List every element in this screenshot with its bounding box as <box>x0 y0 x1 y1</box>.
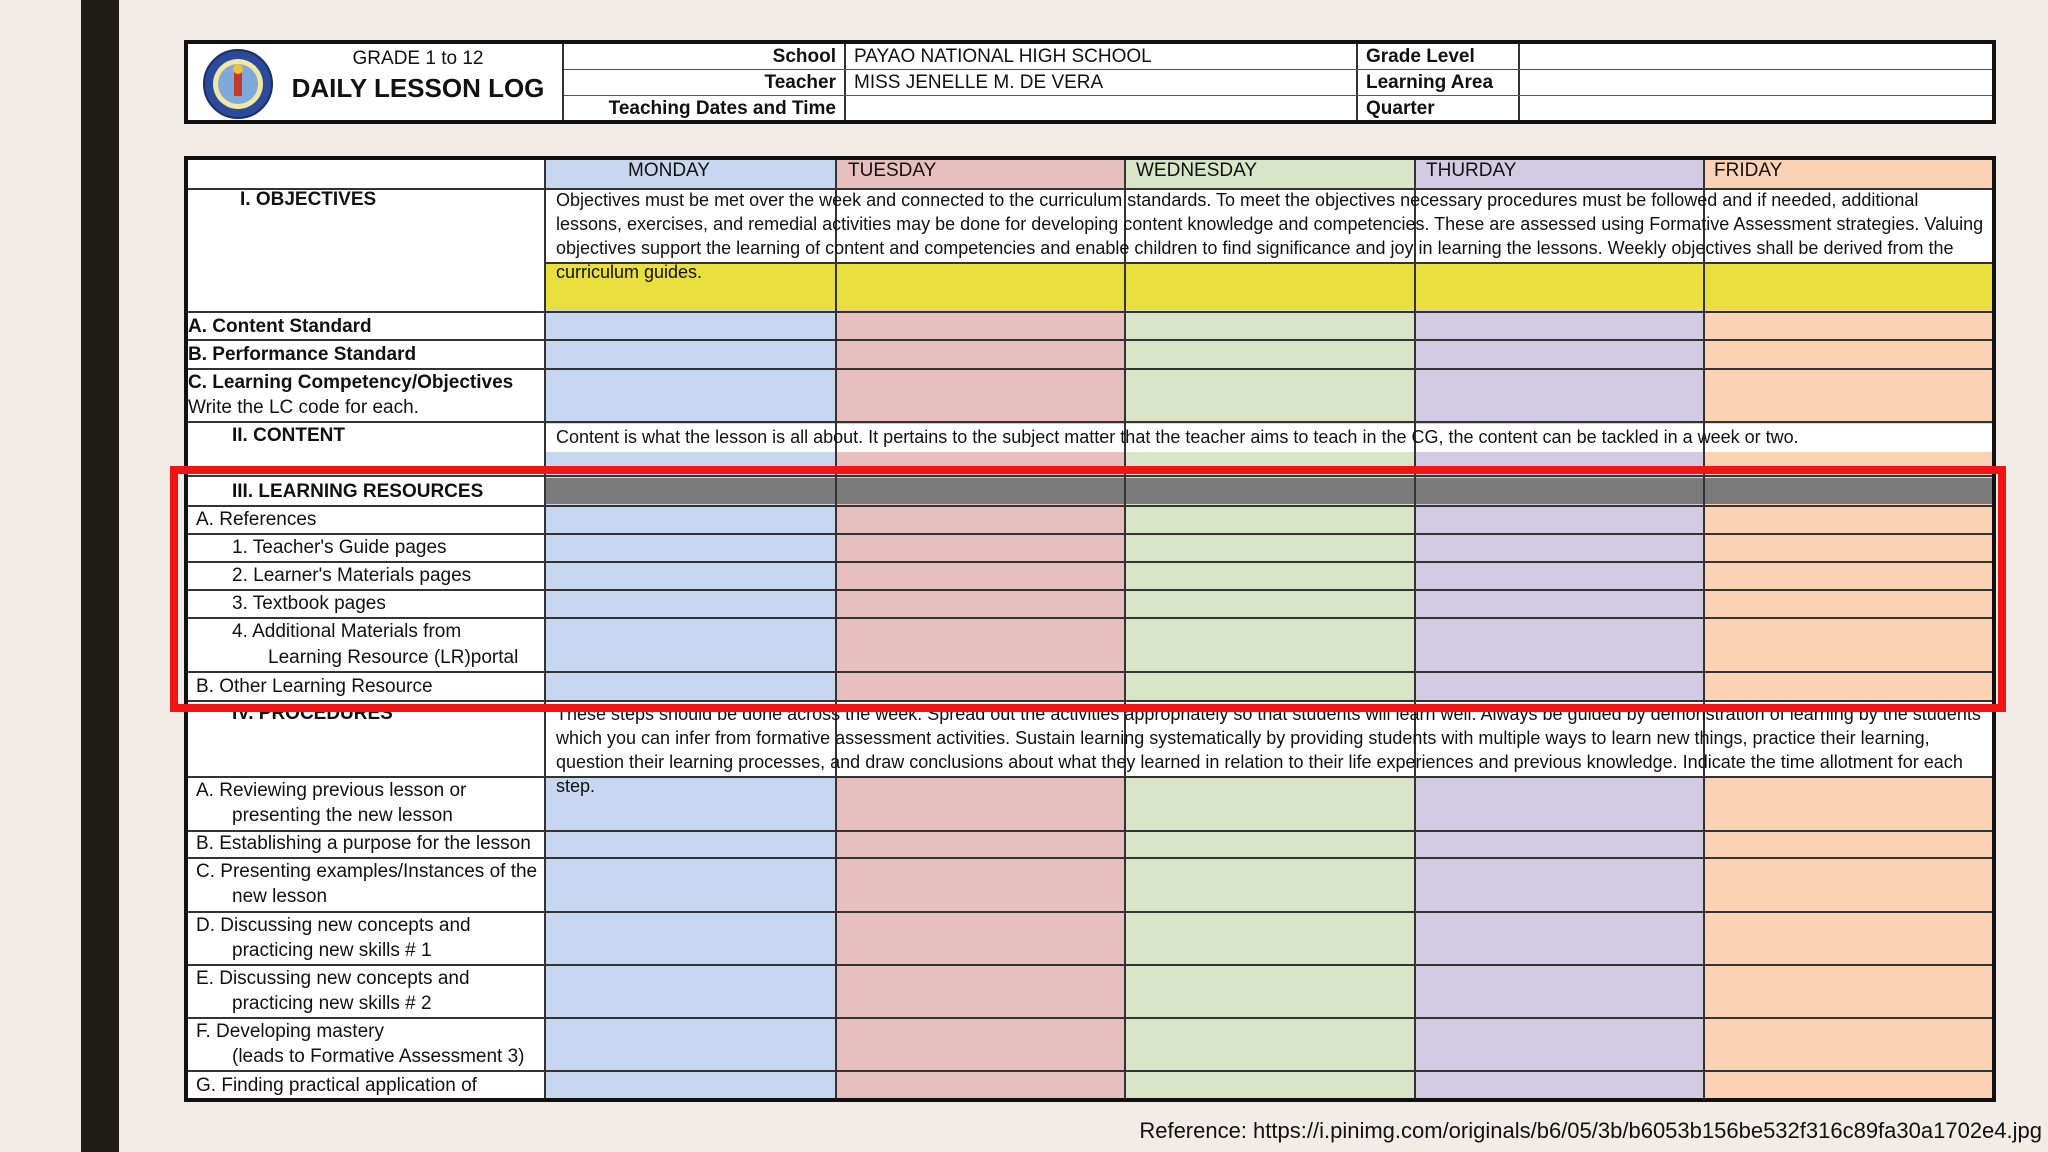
row-line <box>184 1017 1996 1019</box>
row-line <box>184 911 1996 913</box>
procedure-c-label: C. Presenting examples/Instances of the <box>196 861 538 882</box>
header-divider <box>562 44 564 120</box>
procedure-f-label: F. Developing mastery <box>196 1021 384 1042</box>
procedure-d-label-cont: practicing new skills # 1 <box>232 940 432 961</box>
teaching-dates-label: Teaching Dates and Time <box>608 98 836 119</box>
procedures-label: IV. PROCEDURES <box>232 703 393 724</box>
procedure-f-label-cont: (leads to Formative Assessment 3) <box>232 1046 525 1067</box>
log-title: DAILY LESSON LOG <box>291 73 545 103</box>
procedure-e-label-cont: practicing new skills # 2 <box>232 993 432 1014</box>
row-line <box>184 964 1996 966</box>
learning-area-label: Learning Area <box>1366 72 1494 93</box>
header-divider <box>844 44 846 120</box>
lesson-log-header <box>184 40 1996 124</box>
day-header-thursday: THURDAY <box>1426 160 1517 181</box>
row-line <box>184 311 1996 313</box>
teacher-value: MISS JENELLE M. DE VERA <box>854 72 1104 93</box>
references-label: A. References <box>196 509 317 530</box>
teachers-guide-label: 1. Teacher's Guide pages <box>232 537 447 558</box>
performance-standard-label: B. Performance Standard <box>188 344 417 365</box>
procedure-c-label-cont: new lesson <box>232 886 328 907</box>
other-learning-resource-label: B. Other Learning Resource <box>196 676 433 697</box>
content-standard-label: A. Content Standard <box>188 316 372 337</box>
reference-caption: Reference: https://i.pinimg.com/originals/b6/05/3b/b6053b156be532f316c89fa30a1702e4.jpg <box>1139 1118 2042 1143</box>
procedure-e-label: E. Discussing new concepts and <box>196 968 470 989</box>
school-label: School <box>772 46 836 67</box>
procedure-g-label: G. Finding practical application of <box>196 1075 477 1096</box>
grade-level-label: Grade Level <box>1366 46 1475 67</box>
learning-resources-label: III. LEARNING RESOURCES <box>232 481 484 502</box>
header-divider <box>1518 44 1520 120</box>
lr-portal-label: Learning Resource (LR)portal <box>268 647 519 668</box>
row-line <box>184 1070 1996 1072</box>
learning-competency-label: C. Learning Competency/Objectives <box>188 372 514 393</box>
procedure-d-label: D. Discussing new concepts and <box>196 915 471 936</box>
day-header-tuesday: TUESDAY <box>848 160 937 181</box>
day-header-friday: FRIDAY <box>1714 160 1783 181</box>
quarter-label: Quarter <box>1366 98 1435 119</box>
day-header-monday: MONDAY <box>628 160 710 181</box>
grade-range: GRADE 1 to 12 <box>352 48 484 69</box>
objectives-description: Objectives must be met over the week and connected to the curriculum standards. To meet the objectives necessary procedures must be followed and if needed, additional lessons, exercises, and remedial activities may be done for developing content knowledge and competencies. These are assessed using Formative Assessment strategies. Valuing objectives support the learning of content and competencies and enable children to find significance and joy in learning the lessons. Weekly objectives shall be derived from the curriculum guides. <box>556 190 1984 282</box>
row-line <box>184 339 1996 341</box>
row-line <box>184 857 1996 859</box>
title-block <box>288 46 548 104</box>
learning-resources-highlight-box <box>170 466 2006 712</box>
procedures-description: These steps should be done across the week. Spread out the activities appropriately so that students will learn well. Always be guided by demonstration of learning by the students which you can infer from formative assessment activities. Sustain learning systematically by providing students with multiple ways to learn new things, practice their learning, question their learning processes, and draw conclusions about what they learned in relation to their life experiences and previous knowledge. Indicate the time allotment for each step. <box>556 704 1981 796</box>
additional-materials-label: 4. Additional Materials from <box>232 621 462 642</box>
procedure-b-label: B. Establishing a purpose for the lesson <box>196 833 531 854</box>
content-description: Content is what the lesson is all about. It pertains to the subject matter that the teacher aims to teach in the CG, the content can be tackled in a week or two. <box>556 427 1799 447</box>
slide-left-bar <box>81 0 119 1152</box>
procedure-a-label-cont: presenting the new lesson <box>232 805 453 826</box>
learning-competency-note: Write the LC code for each. <box>188 397 419 418</box>
teacher-label: Teacher <box>764 72 836 93</box>
day-header-wednesday: WEDNESDAY <box>1136 160 1258 181</box>
row-line <box>184 368 1996 370</box>
content-label: II. CONTENT <box>232 425 345 446</box>
school-value: PAYAO NATIONAL HIGH SCHOOL <box>854 46 1152 67</box>
procedure-a-label: A. Reviewing previous lesson or <box>196 780 467 801</box>
objectives-label: I. OBJECTIVES <box>240 189 377 210</box>
textbook-pages-label: 3. Textbook pages <box>232 593 386 614</box>
header-divider <box>1356 44 1358 120</box>
deped-seal-icon <box>202 48 274 120</box>
learners-materials-label: 2. Learner's Materials pages <box>232 565 472 586</box>
row-line <box>184 421 1996 423</box>
